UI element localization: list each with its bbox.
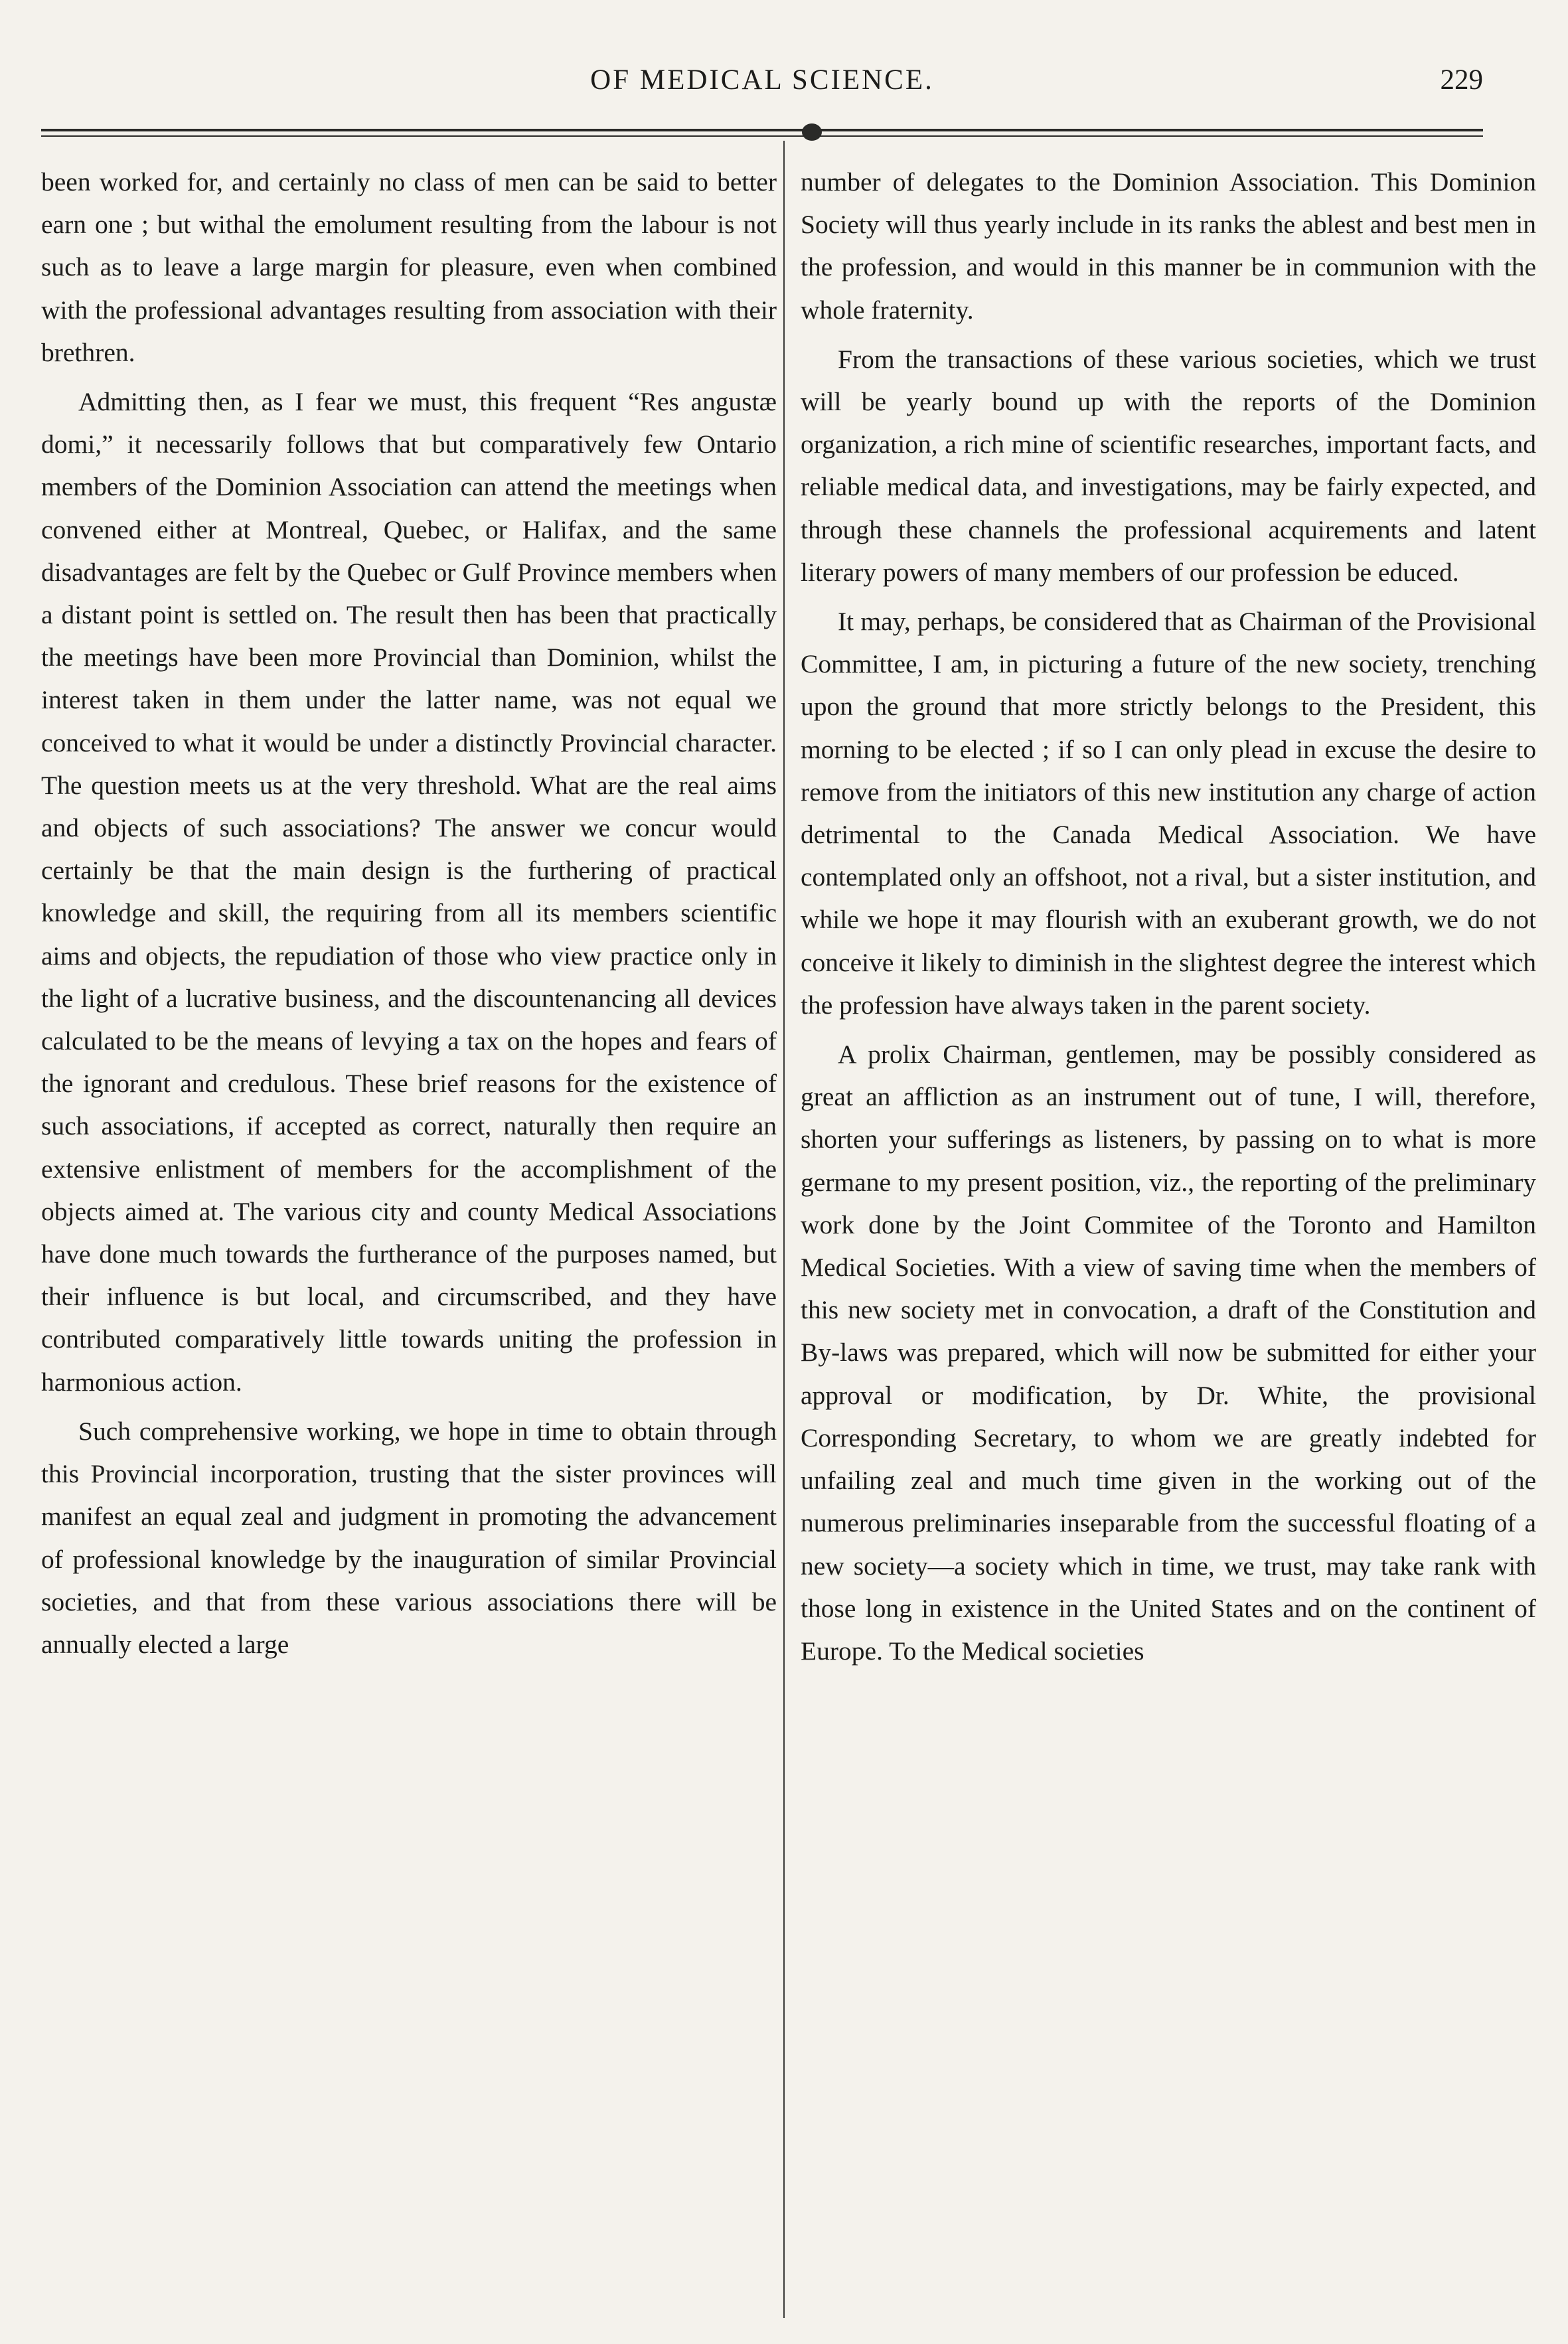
running-header (41, 64, 1483, 117)
paragraph: It may, perhaps, be considered that as Chairman of the Provisional Committee, I am, in picturing a future of the new society, trenching upon the ground that more strictly belongs to the President, this morning to be elected ; if so I can only plead in excuse the desire to remove from the initiators of this new institution any charge of action detrimental to the Canada Medical Association. We have contemplated only an offshoot, not a rival, but a sister institution, and while we hope it may flourish with an exuberant growth, we do not conceive it likely to diminish in the slightest degree the interest which the profession have always taken in the parent society. (801, 607, 1536, 1020)
column-divider (783, 141, 785, 2318)
paragraph: been worked for, and certainly no class of men can be said to better earn one ; but withal the emolument resulting from the labour is not such as to leave a large margin for pleasure, even when combined with the professional advantages resulting from association with their brethren. (41, 167, 777, 367)
running-title: OF MEDICAL SCIENCE. (590, 64, 934, 96)
header-rule-thin (41, 135, 1483, 137)
paragraph: Admitting then, as I fear we must, this frequent “Res angustæ domi,” it necessarily follows that but comparatively few Ontario members of the Dominion Association can attend the meetings when convened either at Montreal, Quebec, or Halifax, and the same disadvantages are felt by the Quebec or Gulf Province members when a distant point is settled on. The result then has been that practically the meetings have been more Provincial than Dominion, whilst the interest taken in them under the latter name, was not equal we conceived to what it would be under a distinctly Provincial character. The question meets us at the very threshold. What are the real aims and objects of such associations? The answer we concur would certainly be that the main design is the furthering of practical knowledge and skill, the requiring from all its members scientific aims and objects, the repudiation of those who view practice only in the light of a lucrative business, and the discountenancing all devices calculated to be the means of levying a tax on the hopes and fears of the ignorant and credulous. These brief reasons for the existence of such associations, if accepted as correct, naturally then require an extensive enlistment of members for the accomplishment of the objects aimed at. The various city and county Medical Associations have done much towards the furtherance of the purposes named, but their influence is but local, and circumscribed, and they have contributed comparatively little towards uniting the profession in harmonious action. (41, 387, 777, 1397)
paragraph: number of delegates to the Dominion Association. This Dominion Society will thus yearly include in its ranks the ablest and best men in the profession, and would in this manner be in communion with the whole fraternity. (801, 167, 1536, 325)
paragraph: A prolix Chairman, gentlemen, may be possibly considered as great an affliction as an instrument out of tune, I will, therefore, shorten your sufferings as listeners, by passing on to what is more germane to my present position, viz., the reporting of the preliminary work done by the Joint Commitee of the Toronto and Hamilton Medical Societies. With a view of saving time when the members of this new society met in convocation, a draft of the Constitution and By-laws was prepared, which will now be submitted for either your approval or modification, by Dr. White, the provisional Corresponding Secretary, to whom we are greatly indebted for unfailing zeal and much time given in the working out of the numerous preliminaries inseparable from the successful floating of a new society—a society which in time, we trust, may take rank with those long in existence in the United States and on the continent of Europe. To the Medical societies (801, 1040, 1536, 1666)
page-number: 229 (1440, 64, 1483, 96)
left-column (41, 161, 777, 2318)
rule-ornament-icon (802, 123, 822, 141)
paragraph: From the transactions of these various societies, which we trust will be yearly bound up with the reports of the Dominion organization, a rich mine of scientific researches, important facts, and reliable medical data, and investigations, may be fairly expected, and through these channels the professional acquirements and latent literary powers of many members of our profession be educed. (801, 344, 1536, 587)
paragraph: Such comprehensive working, we hope in time to obtain through this Provincial incorporation, trusting that the sister provinces will manifest an equal zeal and judgment in promoting the advancement of professional knowledge by the inauguration of similar Provincial societies, and that from these various associations there will be annually elected a large (41, 1416, 777, 1659)
right-column (801, 161, 1536, 2318)
header-rule (41, 129, 1483, 131)
